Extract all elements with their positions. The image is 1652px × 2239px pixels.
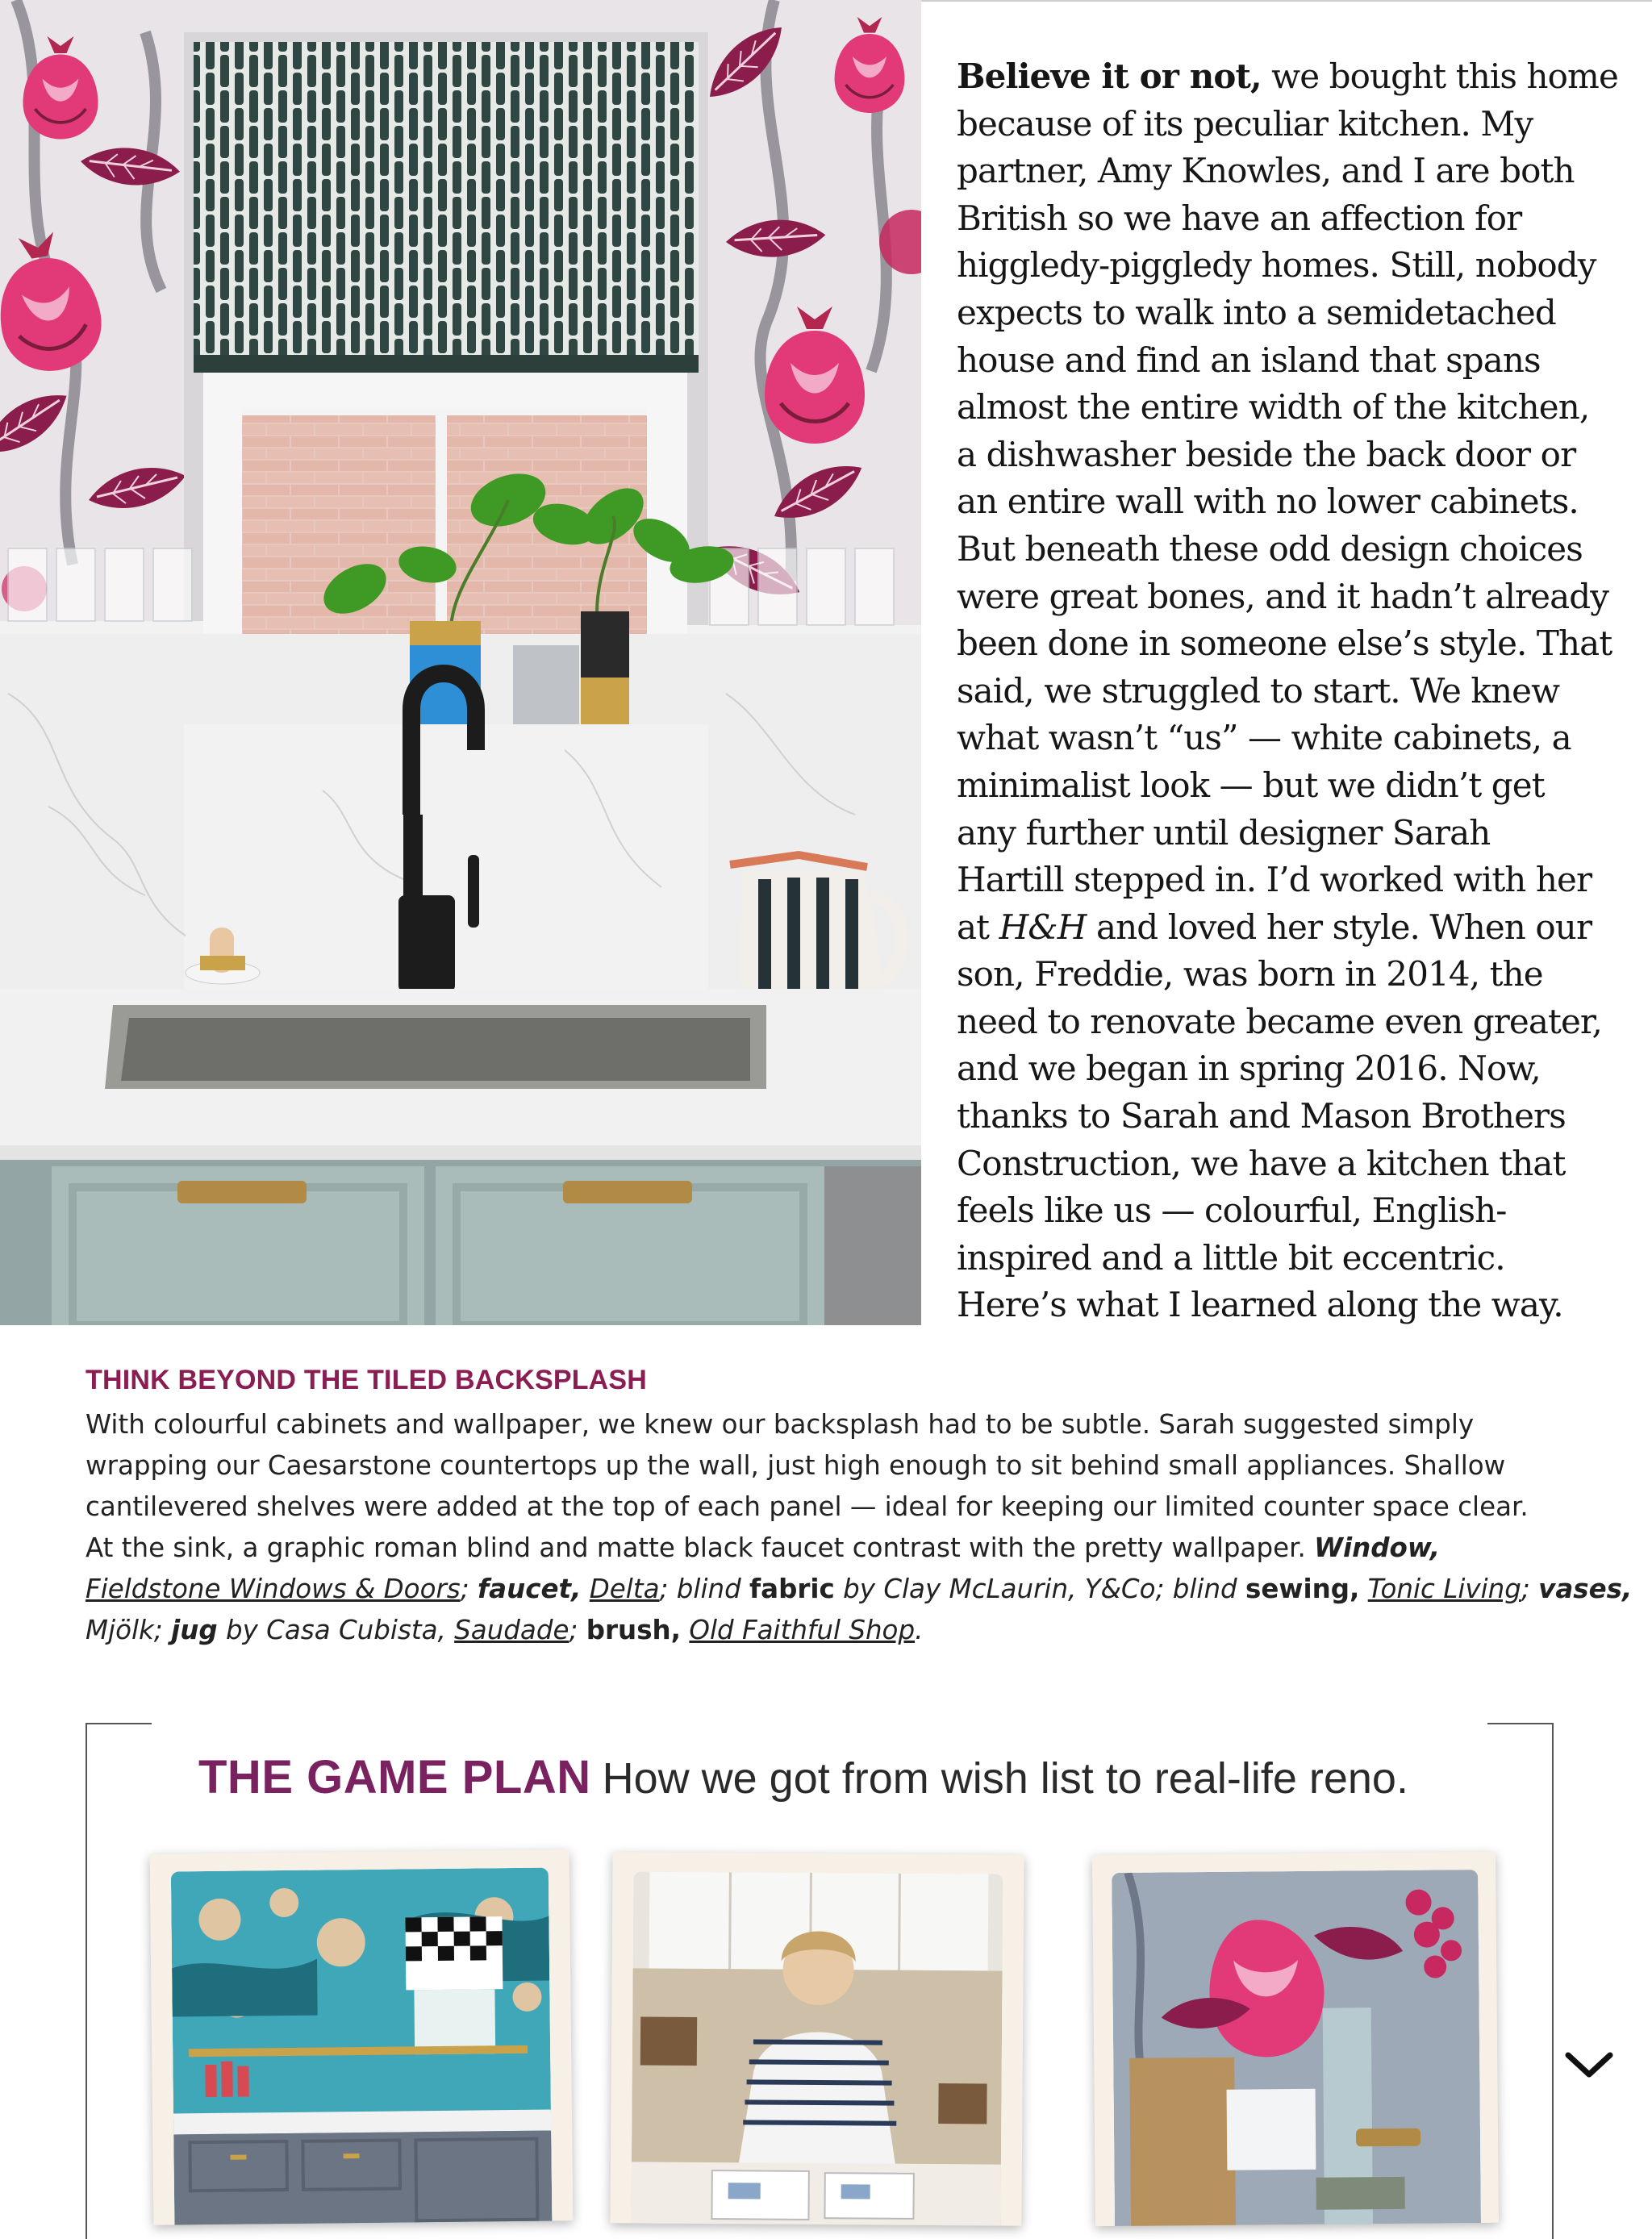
intro-line: been done in someone else’s style. That: [957, 623, 1612, 664]
top-rule: [921, 0, 1652, 2]
caption-line: Mjölk; jug by Casa Cubista, Saudade; brush, Old Faithful Shop.: [86, 1615, 924, 1645]
intro-line: feels like us — colourful, English-: [957, 1190, 1507, 1231]
intro-line: minimalist look — but we didn’t get: [957, 765, 1545, 805]
designer-photo: [631, 1871, 1003, 2225]
polaroid-moodboard[interactable]: [1092, 1852, 1499, 2226]
intro-line: were great bones, and it hadn’t already: [957, 576, 1609, 616]
polaroid-designer-sarah[interactable]: [610, 1852, 1024, 2226]
kitchen-photo: [0, 0, 921, 1325]
magazine-name: H&H: [999, 907, 1087, 947]
link-old-faithful-shop[interactable]: Old Faithful Shop: [689, 1615, 916, 1645]
game-plan-heading: [198, 1750, 1408, 1804]
caption-line: Fieldstone Windows & Doors; faucet, Delta; blind fabric by Clay McLaurin, Y&Co; blind sewing, Tonic Living; vases,: [86, 1574, 1633, 1604]
moodboard-photo: [1112, 1870, 1481, 2226]
intro-line: house and find an island that spans: [957, 340, 1541, 380]
intro-line: thanks to Sarah and Mason Brothers: [957, 1096, 1566, 1136]
inspiration-kitchen-photo: [171, 1868, 553, 2225]
polaroid-inspiration-kitchen[interactable]: [150, 1849, 574, 2224]
caption-line: cantilevered shelves were added at the top of each panel — ideal for keeping our limited counter space clear.: [86, 1491, 1529, 1522]
intro-line: Here’s what I learned along the way.: [957, 1285, 1563, 1325]
intro-line: Hartill stepped in. I’d worked with her: [957, 860, 1592, 900]
caption-body: [86, 1404, 1633, 1651]
intro-line: partner, Amy Knowles, and I are both: [957, 151, 1575, 191]
caption-line: At the sink, a graphic roman blind and matte black faucet contrast with the pretty wallpaper. Window,: [86, 1532, 1441, 1563]
intro-line: any further until designer Sarah: [957, 812, 1491, 853]
caption-line: With colourful cabinets and wallpaper, we knew our backsplash had to be subtle. Sarah suggested simply: [86, 1409, 1475, 1440]
intro-article: [957, 53, 1618, 1329]
intro-line: at H&H and loved her style. When our: [957, 907, 1592, 947]
caption-line: wrapping our Caesarstone countertops up the wall, just high enough to sit behind small appliances. Shallow: [86, 1450, 1506, 1481]
intro-lead: Believe it or not,: [957, 56, 1262, 96]
link-tonic-living[interactable]: Tonic Living: [1367, 1574, 1521, 1604]
intro-line: an entire wall with no lower cabinets.: [957, 482, 1579, 522]
game-plan-subtitle: How we got from wish list to real-life reno.: [602, 1754, 1408, 1803]
intro-line: a dishwasher beside the back door or: [957, 434, 1576, 474]
intro-line: son, Freddie, was born in 2014, the: [957, 954, 1543, 994]
intro-line: because of its peculiar kitchen. My: [957, 103, 1533, 144]
intro-line: need to renovate became even greater,: [957, 1001, 1602, 1041]
caption-heading: THINK BEYOND THE TILED BACKSPLASH: [86, 1365, 648, 1395]
intro-line: higgledy-piggledy homes. Still, nobody: [957, 245, 1596, 286]
intro-line: Construction, we have a kitchen that: [957, 1143, 1566, 1183]
link-saudade[interactable]: Saudade: [454, 1615, 569, 1645]
intro-line: But beneath these odd design choices: [957, 528, 1583, 569]
intro-line: almost the entire width of the kitchen,: [957, 387, 1590, 427]
intro-line: and we began in spring 2016. Now,: [957, 1049, 1541, 1089]
intro-line: said, we struggled to start. We knew: [957, 670, 1560, 711]
intro-line: inspired and a little bit eccentric.: [957, 1237, 1505, 1278]
link-fieldstone[interactable]: Fieldstone Windows & Doors: [86, 1574, 461, 1604]
intro-line: Believe it or not, we bought this home: [957, 56, 1618, 96]
game-plan-title: THE GAME PLAN: [198, 1751, 591, 1803]
photo-caption: [86, 1365, 1633, 1651]
chevron-down-icon[interactable]: [1563, 2047, 1615, 2083]
intro-line: expects to walk into a semidetached: [957, 292, 1556, 332]
link-delta[interactable]: Delta: [589, 1574, 660, 1604]
intro-line: what wasn’t “us” — white cabinets, a: [957, 718, 1571, 758]
intro-line: British so we have an affection for: [957, 198, 1522, 238]
